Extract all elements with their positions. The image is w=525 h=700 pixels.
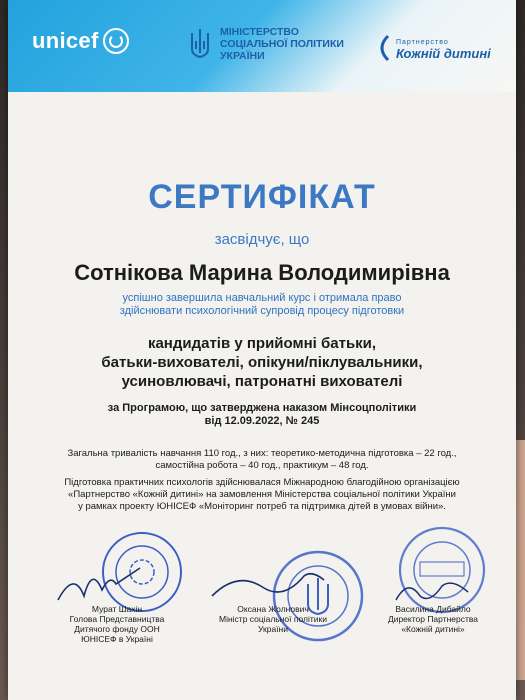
- program-line-2: від 12.09.2022, № 245: [204, 415, 320, 427]
- trident-icon: [188, 27, 212, 61]
- ministry-line-3: УКРАЇНИ: [220, 50, 265, 62]
- signer-name: Мурат Шахін: [91, 604, 143, 614]
- signature-block-unicef: [52, 604, 182, 644]
- unicef-logo: [32, 28, 129, 54]
- signer-title-line-1: Директор Партнерства: [387, 614, 479, 624]
- completion-statement: [8, 292, 516, 318]
- partnership-small-text: Партнерство: [396, 39, 449, 46]
- completion-line-2: здійснювати психологічний супровід процесу підготовки: [119, 305, 405, 317]
- duration-statement: [8, 448, 516, 472]
- partnership-big-text: Кожній дитині: [396, 46, 491, 61]
- roles-line-3: усиновлювачі, патронатні вихователі: [121, 373, 403, 390]
- completion-line-1: успішно завершила навчальний курс і отримала право: [122, 292, 402, 304]
- duration-line-2: самостійна робота – 40 год., практикум – 48 год.: [155, 460, 369, 471]
- signature-scribble-3: [392, 574, 472, 608]
- signature-block-partnership: [368, 604, 498, 634]
- signer-title-line-1: Голова Представництва: [69, 614, 165, 624]
- signer-title-line-1: Міністр соціальної політики: [219, 614, 327, 624]
- training-line-1: Підготовка практичних психологів здійснювалася Міжнародною благодійною організацією: [64, 477, 460, 488]
- training-statement: [8, 477, 516, 513]
- training-line-3: у рамках проекту ЮНІСЕФ «Моніторинг потреб та підтримка дітей в умовах війни».: [78, 501, 446, 512]
- roles-line-2: батьки-вихователі, опікуни/піклувальники,: [101, 354, 423, 371]
- partnership-logo: [374, 34, 491, 62]
- duration-line-1: Загальна тривалість навчання 110 год., з них: теоретико-методична підготовка – 22 год.,: [67, 448, 457, 459]
- certifies-text: засвідчує, що: [214, 231, 310, 248]
- signature-block-ministry: [208, 604, 338, 634]
- program-statement: [8, 402, 516, 428]
- signer-title-line-2: «Кожній дитині»: [401, 624, 465, 634]
- certificate-paper: [8, 0, 516, 700]
- training-line-2: «Партнерство «Кожній дитині» на замовлення Міністерства соціальної політики України: [68, 489, 456, 500]
- signature-scribble-1: [54, 560, 144, 608]
- signer-title-line-2: Дитячого фонду ООН: [74, 624, 160, 634]
- unicef-globe-icon: [103, 28, 129, 54]
- signer-name: Василина Дибайло: [395, 604, 471, 614]
- ministry-logo: [188, 26, 344, 62]
- signer-name: Оксана Жолнович: [237, 604, 309, 614]
- partnership-mark-icon: [374, 34, 392, 62]
- recipient-name: Сотнікова Марина Володимирівна: [74, 260, 450, 285]
- certificate-header: [8, 0, 516, 92]
- unicef-logo-text: unicef: [32, 28, 99, 53]
- certificate-title: СЕРТИФІКАТ: [148, 178, 376, 216]
- signer-title-line-2: України: [258, 624, 288, 634]
- partnership-name: [396, 37, 491, 59]
- program-line-1: за Програмою, що затверджена наказом Мінсоцполітики: [107, 402, 417, 414]
- signer-title-line-3: ЮНІСЕФ в Україні: [81, 634, 153, 644]
- ministry-line-2: СОЦІАЛЬНОЇ ПОЛІТИКИ: [220, 38, 344, 50]
- signature-scribble-2: [208, 566, 328, 606]
- roles-list: [8, 334, 516, 391]
- ministry-line-1: МІНІСТЕРСТВО: [220, 26, 299, 38]
- roles-line-1: кандидатів у прийомні батьки,: [147, 335, 377, 352]
- ministry-name: [220, 26, 344, 62]
